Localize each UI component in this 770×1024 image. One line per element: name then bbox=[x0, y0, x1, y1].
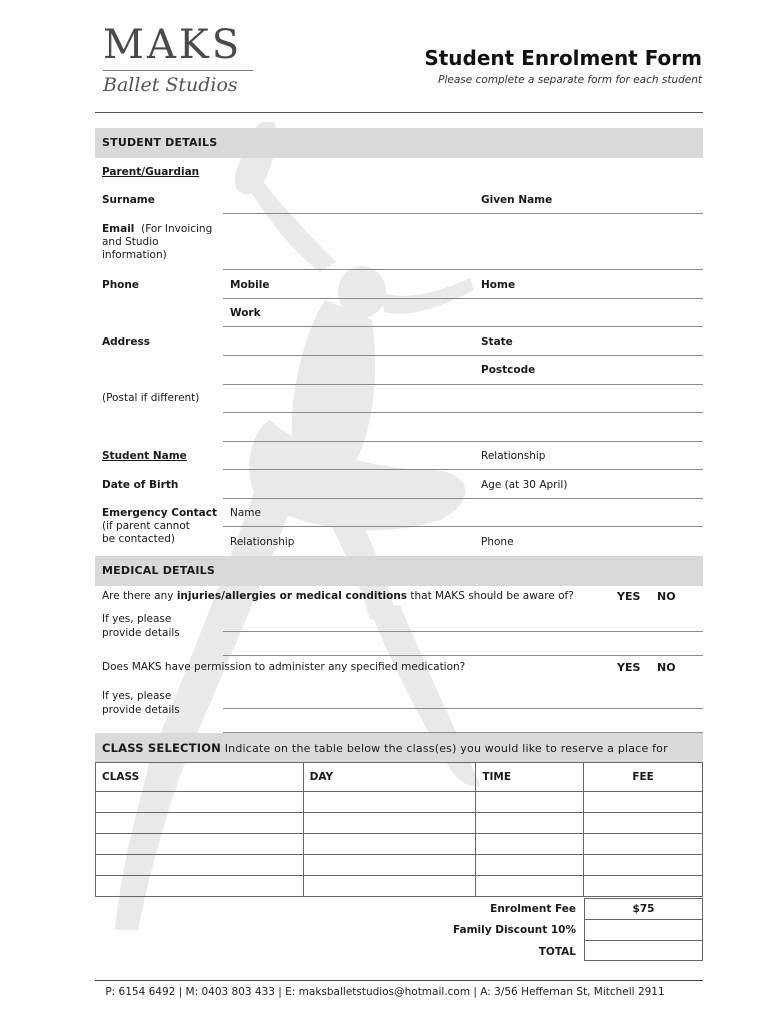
table-row[interactable] bbox=[96, 834, 703, 855]
given-name-label: Given Name bbox=[481, 194, 553, 206]
home-label: Home bbox=[481, 279, 516, 291]
logo-rule bbox=[103, 70, 253, 71]
page-title: Student Enrolment Form bbox=[424, 46, 702, 70]
emergency-label: Emergency Contact bbox=[102, 507, 217, 519]
enrolment-fee-label: Enrolment Fee bbox=[490, 903, 576, 915]
emergency-note-1: (if parent cannot bbox=[102, 520, 190, 532]
fee-cell[interactable] bbox=[584, 855, 703, 876]
family-discount-label: Family Discount 10% bbox=[452, 924, 576, 936]
col-day-label: DAY bbox=[309, 771, 334, 783]
section-title: MEDICAL DETAILS bbox=[102, 564, 215, 577]
table-row[interactable] bbox=[96, 855, 703, 876]
page-subtitle: Please complete a separate form for each student bbox=[438, 74, 702, 86]
address-field-2[interactable] bbox=[223, 384, 703, 385]
fee-cell[interactable] bbox=[584, 834, 703, 855]
class-selection-instruction: Indicate on the table below the class(es) you would like to reserve a place for bbox=[221, 742, 668, 755]
if-yes-text-1: If yes, please bbox=[102, 613, 172, 625]
class-table-header bbox=[96, 763, 703, 792]
fee-cell[interactable] bbox=[584, 792, 703, 813]
time-cell[interactable] bbox=[476, 876, 584, 897]
class-cell[interactable] bbox=[96, 813, 304, 834]
if-yes-text-1: If yes, please bbox=[102, 690, 172, 702]
postal-field-1[interactable] bbox=[223, 412, 703, 413]
emergency-note-2: be contacted) bbox=[102, 533, 175, 545]
total-value[interactable] bbox=[585, 941, 702, 961]
q2-yes-option[interactable]: YES bbox=[617, 661, 641, 674]
postcode-label: Postcode bbox=[481, 364, 536, 376]
logo-sub: Ballet Studios bbox=[103, 74, 238, 96]
address-field-1[interactable] bbox=[223, 355, 703, 356]
class-selection-heading bbox=[102, 741, 668, 755]
class-table bbox=[95, 762, 703, 897]
col-time: TIME bbox=[476, 763, 584, 792]
time-cell[interactable] bbox=[476, 834, 584, 855]
parent-guardian-label: Parent/Guardian bbox=[102, 166, 200, 178]
day-cell[interactable] bbox=[303, 834, 476, 855]
day-cell[interactable] bbox=[303, 855, 476, 876]
q1-bold: injuries/allergies or medical conditions bbox=[176, 590, 408, 602]
ec-name-label: Name bbox=[230, 507, 261, 519]
q1-pre: Are there any bbox=[102, 590, 177, 602]
time-cell[interactable] bbox=[476, 855, 584, 876]
total-label: TOTAL bbox=[538, 946, 576, 958]
section-class-selection bbox=[95, 733, 703, 763]
family-discount-value[interactable] bbox=[585, 920, 702, 941]
age-label: Age (at 30 April) bbox=[481, 479, 568, 491]
day-cell[interactable] bbox=[303, 792, 476, 813]
footer-divider bbox=[95, 980, 703, 981]
footer-contact: P: 6154 6492 | M: 0403 803 433 | E: maksballetstudios@hotmail.com | A: 3/56 Heffernan St, Mitchell 2911 bbox=[105, 986, 665, 998]
col-fee: FEE bbox=[584, 763, 703, 792]
email-label-block bbox=[102, 223, 212, 262]
mobile-home-field[interactable] bbox=[223, 298, 703, 299]
section-medical-details bbox=[95, 556, 703, 586]
fee-cell[interactable] bbox=[584, 876, 703, 897]
fee-cell[interactable] bbox=[584, 813, 703, 834]
header-divider bbox=[95, 112, 703, 113]
table-row[interactable] bbox=[96, 792, 703, 813]
if-yes-text-2: provide details bbox=[102, 704, 180, 716]
email-field[interactable] bbox=[223, 269, 703, 270]
logo bbox=[103, 22, 255, 96]
q1-no-option[interactable]: NO bbox=[657, 590, 676, 603]
col-class: CLASS bbox=[96, 763, 304, 792]
col-day bbox=[303, 763, 476, 792]
email-label: Email bbox=[102, 223, 135, 235]
state-label: State bbox=[481, 336, 513, 348]
surname-label: Surname bbox=[102, 194, 155, 206]
surname-field[interactable] bbox=[223, 213, 703, 214]
class-cell[interactable] bbox=[96, 792, 304, 813]
email-note-2: and Studio bbox=[102, 236, 159, 248]
email-note-3: information) bbox=[102, 249, 167, 261]
if-yes-text-2: provide details bbox=[102, 627, 180, 639]
phone-label: Phone bbox=[102, 279, 139, 291]
table-row[interactable] bbox=[96, 876, 703, 897]
form-header bbox=[424, 46, 702, 86]
q2-no-option[interactable]: NO bbox=[657, 661, 676, 674]
class-cell[interactable] bbox=[96, 834, 304, 855]
mobile-label: Mobile bbox=[230, 279, 270, 291]
student-name-field[interactable] bbox=[223, 469, 703, 470]
day-cell[interactable] bbox=[303, 876, 476, 897]
section-title: STUDENT DETAILS bbox=[102, 136, 218, 149]
medical-details-field-2[interactable] bbox=[223, 655, 703, 656]
logo-main: MAKS bbox=[103, 22, 243, 68]
dob-field[interactable] bbox=[223, 498, 703, 499]
time-cell[interactable] bbox=[476, 813, 584, 834]
enrolment-fee-value: $75 bbox=[585, 899, 702, 920]
medical-details-field-1[interactable] bbox=[223, 631, 703, 632]
medication-details-field-1[interactable] bbox=[223, 708, 703, 709]
class-selection-title: CLASS SELECTION bbox=[102, 741, 222, 755]
class-cell[interactable] bbox=[96, 876, 304, 897]
dob-label: Date of Birth bbox=[102, 479, 179, 491]
ec-name-field[interactable] bbox=[223, 526, 703, 527]
if-yes-label-1 bbox=[102, 612, 180, 640]
fees-box bbox=[584, 898, 703, 961]
medical-question-1 bbox=[102, 590, 574, 602]
work-label: Work bbox=[230, 307, 261, 319]
q1-post: that MAKS should be aware of? bbox=[407, 590, 574, 602]
address-label: Address bbox=[102, 336, 150, 348]
if-yes-label-2 bbox=[102, 689, 180, 717]
student-name-label: Student Name bbox=[102, 450, 187, 462]
work-field[interactable] bbox=[223, 326, 703, 327]
email-note-1: (For Invoicing bbox=[141, 223, 213, 235]
day-cell[interactable] bbox=[303, 813, 476, 834]
ec-relationship-label: Relationship bbox=[230, 536, 295, 548]
postal-label: (Postal if different) bbox=[102, 392, 200, 404]
time-cell[interactable] bbox=[476, 792, 584, 813]
table-row[interactable] bbox=[96, 813, 703, 834]
medical-question-2: Does MAKS have permission to administer any specified medication? bbox=[102, 661, 466, 673]
postal-field-2[interactable] bbox=[223, 441, 703, 442]
class-cell[interactable] bbox=[96, 855, 304, 876]
ec-phone-label: Phone bbox=[481, 536, 514, 548]
q1-yes-option[interactable]: YES bbox=[617, 590, 641, 603]
relationship-label: Relationship bbox=[481, 450, 546, 462]
section-student-details bbox=[95, 128, 703, 158]
emergency-label-block bbox=[102, 507, 217, 546]
